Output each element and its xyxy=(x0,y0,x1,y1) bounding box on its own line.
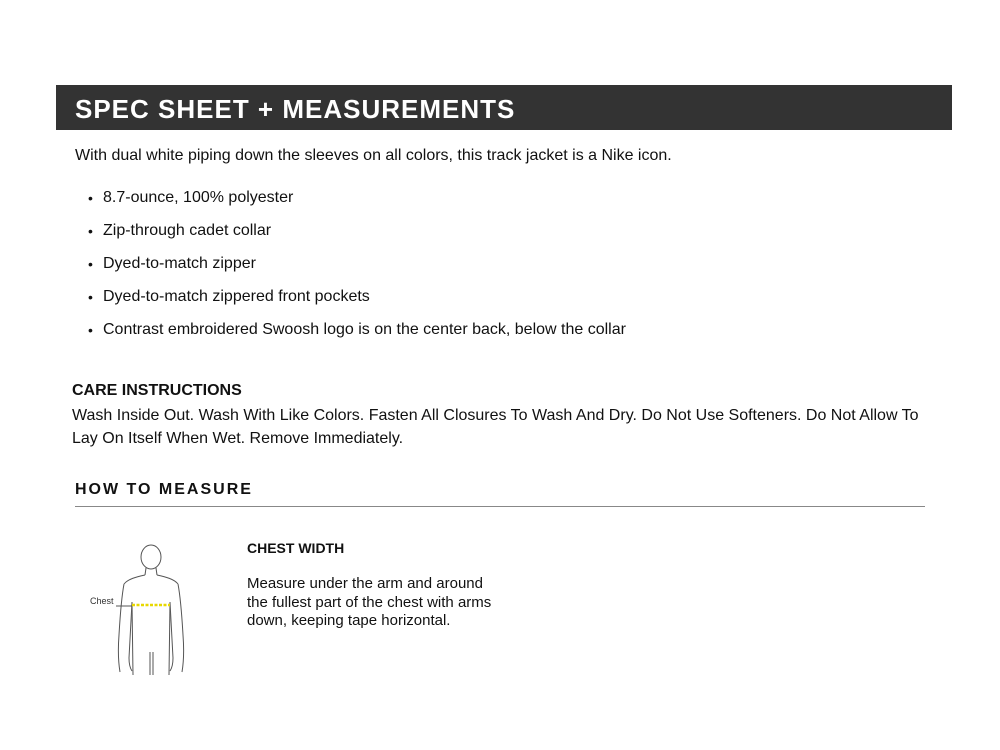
chest-width-heading: CHEST WIDTH xyxy=(247,540,345,556)
page-title: SPEC SHEET + MEASUREMENTS xyxy=(75,94,516,124)
feature-list xyxy=(88,188,626,353)
care-instructions-heading: CARE INSTRUCTIONS xyxy=(72,382,242,399)
care-instructions-text: Wash Inside Out. Wash With Like Colors. Fasten All Closures To Wash And Dry. Do Not Use Softeners. Do Not Allow To Lay On Itself When Wet. Remove Immediately. xyxy=(72,407,919,447)
body-outline-icon xyxy=(88,540,198,675)
feature-text: 8.7-ounce, 100% polyester xyxy=(103,189,294,206)
bullet-icon: • xyxy=(88,289,93,305)
product-description: With dual white piping down the sleeves on all colors, this track jacket is a Nike icon. xyxy=(75,147,672,164)
list-item xyxy=(88,221,626,254)
feature-text: Dyed-to-match zipper xyxy=(103,255,256,272)
chest-figure-label: Chest xyxy=(90,596,114,606)
feature-text: Dyed-to-match zippered front pockets xyxy=(103,288,370,305)
list-item xyxy=(88,254,626,287)
bullet-icon: • xyxy=(88,223,93,239)
feature-text: Contrast embroidered Swoosh logo is on the center back, below the collar xyxy=(103,321,626,338)
feature-text: Zip-through cadet collar xyxy=(103,222,272,239)
bullet-icon: • xyxy=(88,256,93,272)
divider xyxy=(75,506,925,507)
chest-width-instructions: Measure under the arm and around the fullest part of the chest with arms down, keeping tape horizontal. xyxy=(247,575,492,629)
bullet-icon: • xyxy=(88,190,93,206)
list-item xyxy=(88,188,626,221)
list-item xyxy=(88,320,626,353)
list-item xyxy=(88,287,626,320)
chest-measurement-figure xyxy=(88,540,198,675)
how-to-measure-heading: HOW TO MEASURE xyxy=(75,481,253,498)
header-bar xyxy=(56,85,952,130)
bullet-icon: • xyxy=(88,322,93,338)
